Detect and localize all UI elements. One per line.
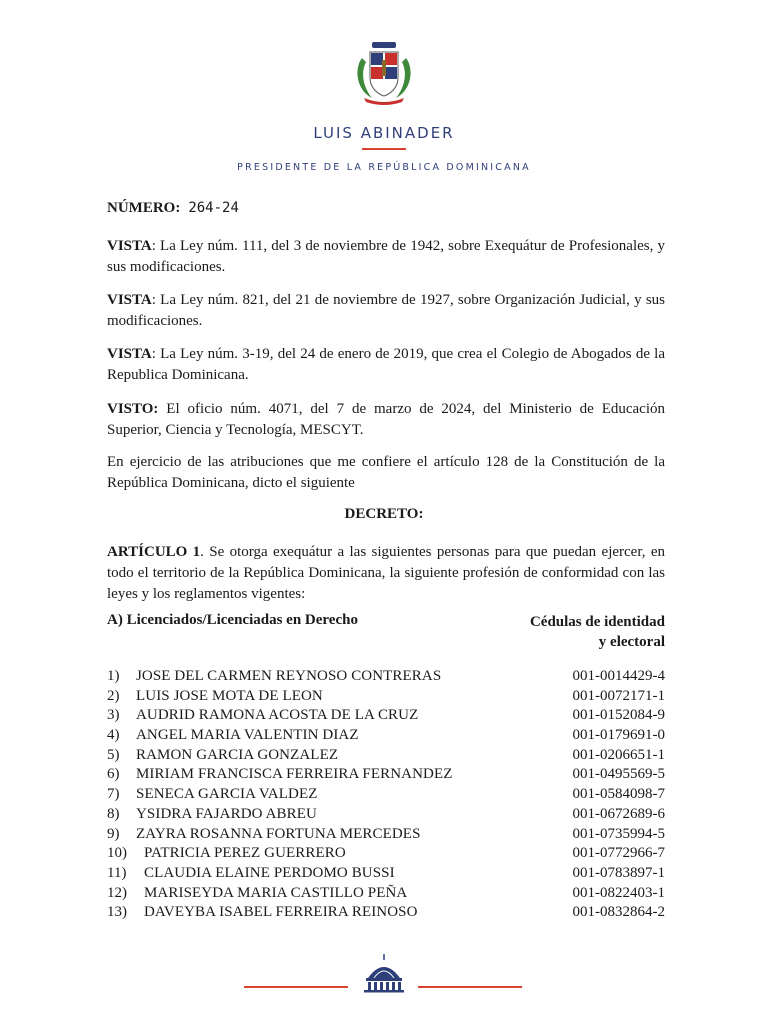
cedula-number: 001-0822403-1 bbox=[572, 884, 665, 901]
coat-of-arms-icon bbox=[352, 38, 416, 106]
cedula-number: 001-0495569-5 bbox=[572, 766, 665, 783]
item-number: 8) bbox=[107, 805, 120, 822]
col-heading-line-1: Cédulas de identidad bbox=[529, 614, 665, 630]
person-name: CLAUDIA ELAINE PERDOMO BUSSI bbox=[144, 864, 395, 881]
cedula-number: 001-0584098-7 bbox=[572, 786, 665, 803]
visto-4 bbox=[107, 399, 665, 441]
vista-1 bbox=[107, 236, 665, 278]
cedula-number: 001-0206651-1 bbox=[572, 746, 665, 763]
president-title: PRESIDENTE DE LA REPÚBLICA DOMINICANA bbox=[237, 162, 531, 173]
person-name: LUIS JOSE MOTA DE LEON bbox=[136, 687, 323, 704]
cedula-number: 001-0783897-1 bbox=[572, 864, 665, 881]
articulo-label: ARTÍCULO 1 bbox=[107, 544, 201, 560]
articulo-1 bbox=[107, 542, 665, 605]
cedula-number: 001-0072171-1 bbox=[572, 687, 665, 704]
list-item bbox=[107, 746, 665, 766]
list-item bbox=[107, 864, 665, 884]
list-item bbox=[107, 765, 665, 785]
person-name: RAMON GARCIA GONZALEZ bbox=[136, 746, 339, 763]
list-item bbox=[107, 805, 665, 825]
vista-text: : La Ley núm. 111, del 3 de noviembre de 1942, sobre Exequátur de Profesionales, y sus modificaciones. bbox=[107, 238, 665, 275]
list-item bbox=[107, 884, 665, 904]
footer-rule-right bbox=[418, 986, 522, 988]
cedula-number: 001-0772966-7 bbox=[572, 845, 665, 862]
list-item bbox=[107, 825, 665, 845]
person-name: JOSE DEL CARMEN REYNOSO CONTRERAS bbox=[136, 668, 442, 684]
president-name: LUIS ABINADER bbox=[313, 124, 455, 142]
item-number: 4) bbox=[107, 727, 120, 744]
list-item bbox=[107, 844, 665, 864]
person-name: SENECA GARCIA VALDEZ bbox=[136, 786, 318, 803]
vista-3 bbox=[107, 344, 665, 386]
person-name: MARISEYDA MARIA CASTILLO PEÑA bbox=[144, 884, 408, 901]
visto-label: VISTO: bbox=[107, 401, 159, 417]
person-name: AUDRID RAMONA ACOSTA DE LA CRUZ bbox=[136, 707, 419, 724]
header-divider bbox=[362, 148, 406, 150]
person-list bbox=[107, 667, 665, 923]
item-number: 3) bbox=[107, 707, 120, 724]
cedula-number: 001-0152084-9 bbox=[572, 707, 665, 724]
palace-dome-icon bbox=[360, 952, 408, 994]
item-number: 9) bbox=[107, 825, 120, 842]
item-number: 11) bbox=[107, 864, 127, 881]
item-number: 5) bbox=[107, 746, 120, 763]
item-number: 1) bbox=[107, 668, 120, 684]
vista-label: VISTA bbox=[107, 238, 152, 254]
list-item bbox=[107, 903, 665, 923]
numero-label: NÚMERO: bbox=[107, 200, 181, 216]
item-number: 12) bbox=[107, 884, 127, 901]
decreto-heading: DECRETO: bbox=[344, 506, 424, 522]
decree-number bbox=[107, 200, 239, 217]
cedula-number: 001-0014429-4 bbox=[572, 668, 665, 684]
vista-2 bbox=[107, 290, 665, 332]
cedula-number: 001-0735994-5 bbox=[572, 825, 665, 842]
item-number: 10) bbox=[107, 845, 127, 862]
item-number: 6) bbox=[107, 766, 120, 783]
person-name: MIRIAM FRANCISCA FERREIRA FERNANDEZ bbox=[136, 766, 453, 783]
vista-label: VISTA bbox=[107, 346, 152, 362]
section-heading: A) Licenciados/Licenciadas en Derecho bbox=[107, 612, 358, 628]
cedula-number: 001-0672689-6 bbox=[572, 805, 665, 822]
person-name: ANGEL MARIA VALENTIN DIAZ bbox=[136, 727, 359, 744]
cedula-column-heading bbox=[530, 612, 665, 652]
cedula-number: 001-0179691-0 bbox=[572, 727, 665, 744]
footer-rule-left bbox=[244, 986, 348, 988]
vista-text: : La Ley núm. 821, del 21 de noviembre de 1927, sobre Organización Judicial, y sus modificaciones. bbox=[107, 292, 665, 329]
list-item bbox=[107, 667, 665, 687]
vista-label: VISTA bbox=[107, 292, 152, 308]
numero-value: 264-24 bbox=[188, 200, 239, 216]
ejercicio-paragraph: En ejercicio de las atribuciones que me confiere el artículo 128 de la Constitución de la República Dominicana, dicto el siguiente bbox=[107, 454, 665, 491]
articulo-text: . Se otorga exequátur a las siguientes personas para que puedan ejercer, en todo el territorio de la República Dominicana, la siguiente profesión de conformidad con las leyes y los reglamentos vigentes: bbox=[107, 544, 665, 602]
person-name: DAVEYBA ISABEL FERREIRA REINOSO bbox=[144, 904, 418, 921]
list-item bbox=[107, 706, 665, 726]
person-name: ZAYRA ROSANNA FORTUNA MERCEDES bbox=[136, 825, 421, 842]
list-item bbox=[107, 726, 665, 746]
item-number: 2) bbox=[107, 687, 120, 704]
cedula-number: 001-0832864-2 bbox=[572, 904, 665, 921]
list-item bbox=[107, 785, 665, 805]
vista-text: : La Ley núm. 3-19, del 24 de enero de 2019, que crea el Colegio de Abogados de la Republica Dominicana. bbox=[107, 346, 665, 383]
visto-text: El oficio núm. 4071, del 7 de marzo de 2024, del Ministerio de Educación Superior, Ciencia y Tecnología, MESCYT. bbox=[107, 401, 665, 438]
person-name: PATRICIA PEREZ GUERRERO bbox=[144, 845, 346, 862]
item-number: 13) bbox=[107, 904, 127, 921]
col-heading-line-2: y electoral bbox=[598, 634, 665, 650]
item-number: 7) bbox=[107, 786, 120, 803]
list-item bbox=[107, 687, 665, 707]
person-name: YSIDRA FAJARDO ABREU bbox=[136, 805, 317, 822]
